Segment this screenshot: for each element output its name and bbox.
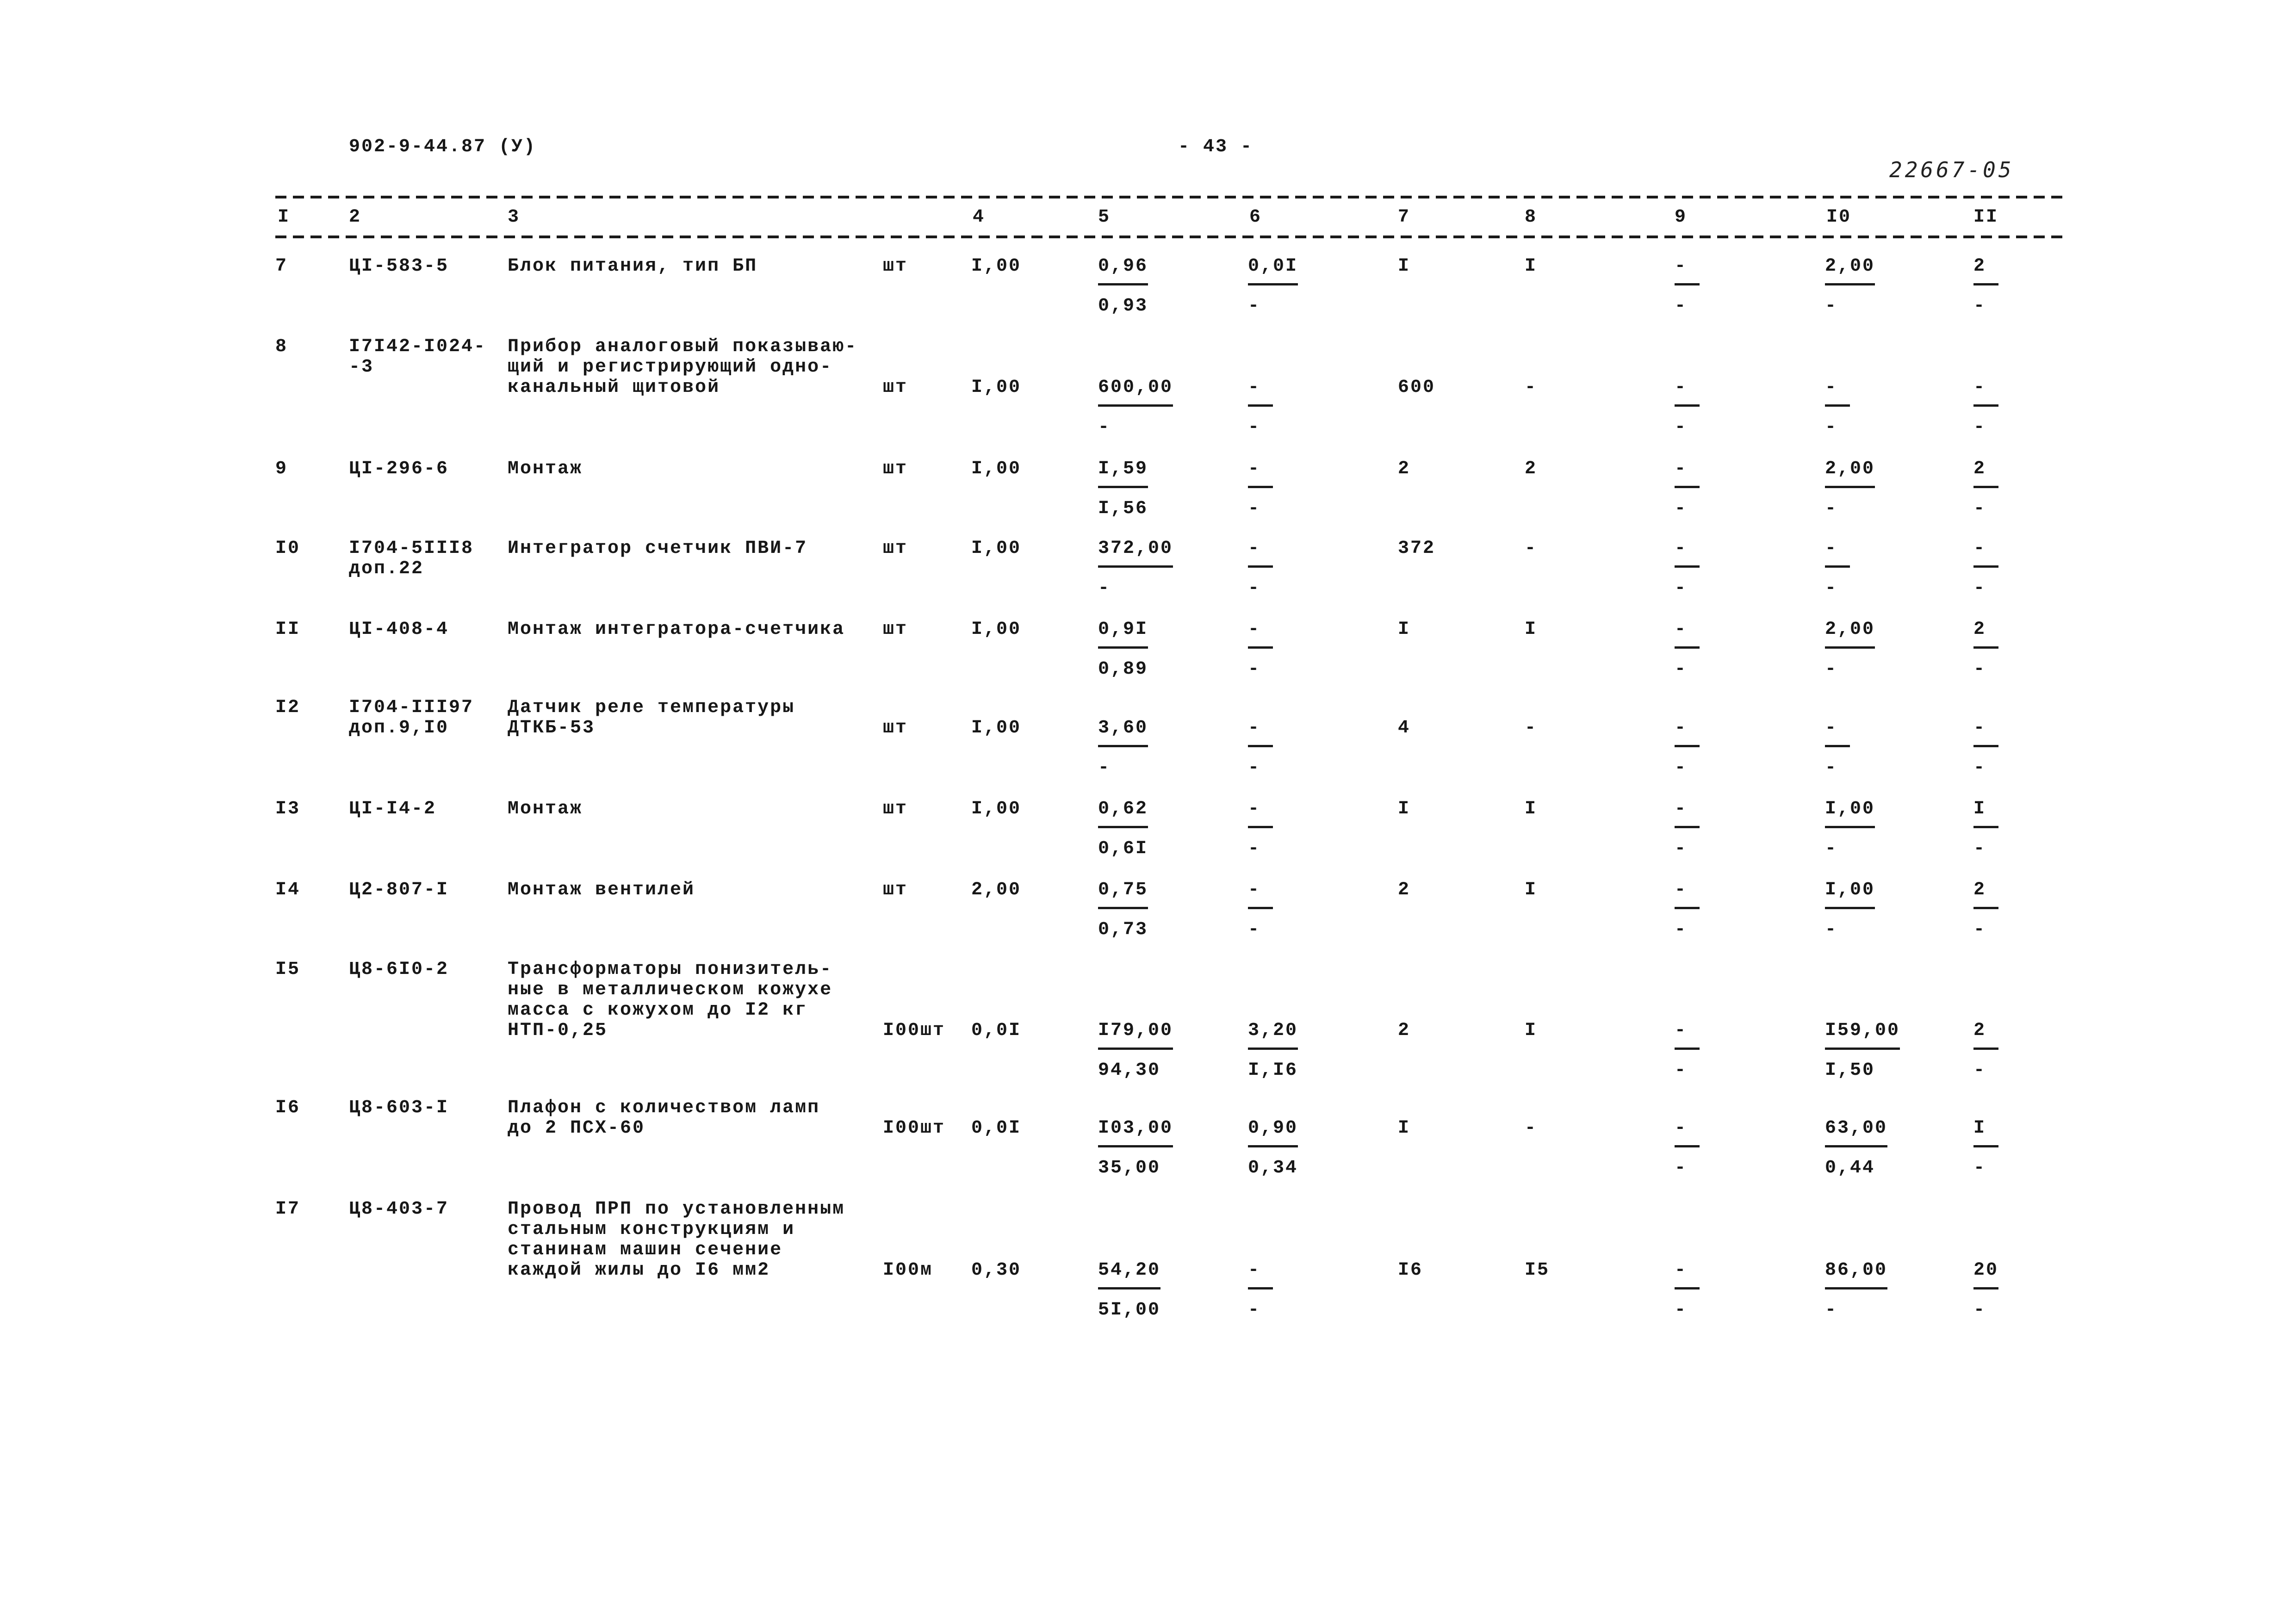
fraction-c9 (1675, 799, 1700, 859)
fraction-c9 (1675, 538, 1700, 599)
fraction-c11 (1973, 718, 1998, 778)
fraction-c9 (1675, 256, 1700, 316)
c5-bottom-value: - (1098, 578, 1111, 599)
fraction-c10 (1825, 880, 1875, 940)
fraction-c5 (1098, 256, 1148, 316)
fraction-c10 (1825, 619, 1875, 680)
price-code-line: доп.22 (349, 558, 424, 579)
c9-top-value: - (1675, 1260, 1700, 1289)
fraction-c10 (1825, 1118, 1888, 1178)
row-number: 8 (275, 336, 288, 357)
c10-top-value: I59,00 (1825, 1021, 1900, 1050)
c11-top-value: 2 (1973, 1021, 1998, 1050)
col7-value: I (1398, 256, 1411, 277)
column-header-8: 8 (1525, 207, 1538, 228)
c10-bottom-value: I,50 (1825, 1060, 1875, 1081)
c10-bottom-value: - (1825, 838, 1838, 859)
fraction-c10 (1825, 256, 1875, 316)
item-name-line: щий и регистрирующий одно- (508, 357, 833, 378)
quantity: I,00 (971, 799, 1022, 819)
c5-bottom-value: 35,00 (1098, 1158, 1161, 1178)
column-header-11: II (1973, 207, 1999, 228)
fraction-c11 (1973, 619, 1998, 680)
c9-top-value: - (1675, 1118, 1700, 1147)
fraction-c5 (1098, 718, 1148, 778)
c9-bottom-value: - (1675, 296, 1688, 316)
price-code-line: ЦI-I4-2 (349, 799, 437, 819)
quantity: I,00 (971, 718, 1022, 738)
fraction-c10 (1825, 718, 1850, 778)
fraction-c5 (1098, 459, 1148, 519)
fraction-c11 (1973, 538, 1998, 599)
c5-top-value: 3,60 (1098, 718, 1148, 747)
fraction-c6 (1248, 1020, 1298, 1081)
c6-bottom-value: - (1248, 659, 1261, 680)
c5-bottom-value: - (1098, 757, 1111, 778)
c6-bottom-value: - (1248, 838, 1261, 859)
c5-top-value: 54,20 (1098, 1260, 1160, 1289)
fraction-c6 (1248, 880, 1273, 940)
c6-top-value: - (1248, 459, 1273, 488)
fraction-c5 (1098, 619, 1148, 680)
fraction-c10 (1825, 799, 1875, 859)
fraction-c6 (1248, 799, 1273, 859)
unit: шт (883, 799, 908, 819)
c10-top-value: - (1825, 718, 1850, 747)
c10-bottom-value: - (1825, 659, 1838, 680)
quantity: I,00 (971, 377, 1022, 398)
fraction-c9 (1675, 880, 1700, 940)
c9-top-value: - (1675, 799, 1700, 828)
item-name-line: станинам машин сечение (508, 1240, 783, 1260)
c6-bottom-value: - (1248, 757, 1261, 778)
c11-bottom-value: - (1973, 498, 1986, 519)
c11-top-value: 2 (1973, 880, 1998, 909)
c11-top-value: 2 (1973, 459, 1998, 488)
col8-value: 2 (1525, 459, 1538, 479)
c6-top-value: - (1248, 880, 1273, 909)
fraction-c11 (1973, 377, 1998, 438)
c10-top-value: I,00 (1825, 799, 1875, 828)
col8-value: I (1525, 256, 1538, 277)
c10-top-value: 2,00 (1825, 620, 1875, 649)
c10-bottom-value: - (1825, 919, 1838, 940)
col7-value: 600 (1398, 377, 1436, 398)
c11-bottom-value: - (1973, 1300, 1986, 1320)
c10-bottom-value: - (1825, 757, 1838, 778)
col7-value: I (1398, 619, 1411, 640)
c11-bottom-value: - (1973, 757, 1986, 778)
c9-top-value: - (1675, 459, 1700, 488)
price-code-line: Ц2-807-I (349, 880, 449, 900)
c11-bottom-value: - (1973, 1158, 1986, 1178)
item-name-line: Трансформаторы понизитель- (508, 959, 833, 980)
unit: шт (883, 256, 908, 277)
item-name-line: Интегратор счетчик ПВИ-7 (508, 538, 808, 559)
fraction-c9 (1675, 1020, 1700, 1081)
c6-bottom-value: - (1248, 578, 1261, 599)
c11-bottom-value: - (1973, 659, 1986, 680)
price-code-line: ЦI-583-5 (349, 256, 449, 277)
c6-bottom-value: 0,34 (1248, 1158, 1298, 1178)
column-header-3: 3 (508, 207, 521, 228)
c5-bottom-value: 0,93 (1098, 296, 1148, 316)
item-name-line: Монтаж (508, 799, 583, 819)
c11-bottom-value: - (1973, 417, 1986, 438)
fraction-c6 (1248, 538, 1273, 599)
item-name-line: Датчик реле температуры (508, 697, 795, 718)
c9-top-value: - (1675, 880, 1700, 909)
c11-top-value: I (1973, 799, 1998, 828)
fraction-c10 (1825, 1260, 1888, 1320)
c5-top-value: I,59 (1098, 459, 1148, 488)
c9-bottom-value: - (1675, 578, 1688, 599)
c5-top-value: 600,00 (1098, 378, 1173, 407)
fraction-c11 (1973, 1260, 1999, 1320)
item-name-line: Монтаж (508, 459, 583, 479)
item-name-line: до 2 ПСХ-60 (508, 1118, 645, 1139)
c9-top-value: - (1675, 1021, 1700, 1050)
item-name-line: Плафон с количеством ламп (508, 1097, 820, 1118)
fraction-c11 (1973, 1118, 1998, 1178)
price-code-line: Ц8-603-I (349, 1097, 449, 1118)
column-header-7: 7 (1398, 207, 1411, 228)
fraction-c6 (1248, 718, 1273, 778)
c11-top-value: I (1973, 1118, 1998, 1147)
fraction-c9 (1675, 1260, 1700, 1320)
price-code-line: I704-III97 (349, 697, 474, 718)
handwritten-stamp-number: 22667-05 (1889, 157, 2014, 182)
c6-bottom-value: - (1248, 919, 1261, 940)
c9-bottom-value: - (1675, 417, 1688, 438)
fraction-c11 (1973, 880, 1998, 940)
col7-value: 2 (1398, 459, 1411, 479)
column-header-10: I0 (1826, 207, 1852, 228)
c10-bottom-value: - (1825, 417, 1838, 438)
c10-top-value: - (1825, 378, 1850, 407)
column-header-1: I (278, 207, 291, 228)
row-number: 9 (275, 459, 288, 479)
c10-bottom-value: - (1825, 1300, 1838, 1320)
fraction-c10 (1825, 1020, 1900, 1081)
c9-bottom-value: - (1675, 498, 1688, 519)
row-number: II (275, 619, 301, 640)
fraction-c11 (1973, 459, 1998, 519)
fraction-c5 (1098, 880, 1148, 940)
c9-top-value: - (1675, 620, 1700, 649)
c5-bottom-value: 0,6I (1098, 838, 1148, 859)
row-number: I0 (275, 538, 301, 559)
fraction-c5 (1098, 538, 1173, 599)
price-code-line: I704-5III8 (349, 538, 474, 559)
fraction-c9 (1675, 718, 1700, 778)
fraction-c5 (1098, 377, 1173, 438)
column-header-2: 2 (349, 207, 362, 228)
page-number: - 43 - (1178, 136, 1253, 157)
fraction-c9 (1675, 619, 1700, 680)
c9-bottom-value: - (1675, 1300, 1688, 1320)
column-header-5: 5 (1098, 207, 1111, 228)
c6-top-value: - (1248, 378, 1273, 407)
c6-bottom-value: I,I6 (1248, 1060, 1298, 1081)
fraction-c5 (1098, 1118, 1173, 1178)
c11-top-value: - (1973, 378, 1998, 407)
c6-bottom-value: - (1248, 1300, 1261, 1320)
c11-bottom-value: - (1973, 1060, 1986, 1081)
document-code: 902-9-44.87 (У) (349, 136, 537, 157)
c10-top-value: 2,00 (1825, 459, 1875, 488)
c11-top-value: 2 (1973, 620, 1998, 649)
unit: шт (883, 880, 908, 900)
price-code-line: Ц8-6I0-2 (349, 959, 449, 980)
c11-top-value: - (1973, 718, 1998, 747)
fraction-c11 (1973, 1020, 1998, 1081)
fraction-c5 (1098, 1020, 1173, 1081)
quantity: 0,0I (971, 1020, 1022, 1041)
c5-top-value: I03,00 (1098, 1118, 1173, 1147)
c11-top-value: 2 (1973, 256, 1998, 285)
fraction-c6 (1248, 1260, 1273, 1320)
unit: шт (883, 619, 908, 640)
item-name-line: Монтаж вентилей (508, 880, 695, 900)
item-name-line: Прибор аналоговый показываю- (508, 336, 858, 357)
c6-bottom-value: - (1248, 296, 1261, 316)
c11-top-value: 20 (1973, 1260, 1998, 1289)
col8-value: I (1525, 880, 1538, 900)
fraction-c11 (1973, 799, 1998, 859)
col7-value: I (1398, 1118, 1411, 1139)
c6-top-value: - (1248, 1260, 1273, 1289)
col8-value: - (1525, 538, 1538, 559)
c10-bottom-value: - (1825, 498, 1838, 519)
quantity: 2,00 (971, 880, 1022, 900)
price-code-line: ЦI-296-6 (349, 459, 449, 479)
price-code-line: -3 (349, 357, 374, 378)
col8-value: I (1525, 619, 1538, 640)
item-name-line: Монтаж интегратора-счетчика (508, 619, 845, 640)
column-header-6: 6 (1249, 207, 1262, 228)
item-name-line: Провод ПРП по установленным (508, 1199, 845, 1220)
fraction-c6 (1248, 459, 1273, 519)
c5-bottom-value: 0,73 (1098, 919, 1148, 940)
row-number: I7 (275, 1199, 301, 1220)
row-number: 7 (275, 256, 288, 277)
header-bottom-dashed-rule (275, 236, 2066, 238)
fraction-c6 (1248, 1118, 1298, 1178)
c5-top-value: 0,62 (1098, 799, 1148, 828)
col7-value: I (1398, 799, 1411, 819)
quantity: I,00 (971, 256, 1022, 277)
c6-bottom-value: - (1248, 498, 1261, 519)
col8-value: I (1525, 799, 1538, 819)
c9-bottom-value: - (1675, 838, 1688, 859)
col8-value: - (1525, 718, 1538, 738)
c6-top-value: - (1248, 539, 1273, 568)
c9-bottom-value: - (1675, 1158, 1688, 1178)
fraction-c6 (1248, 256, 1298, 316)
fraction-c9 (1675, 377, 1700, 438)
c5-bottom-value: - (1098, 417, 1111, 438)
fraction-c11 (1973, 256, 1998, 316)
fraction-c10 (1825, 377, 1850, 438)
c6-bottom-value: - (1248, 417, 1261, 438)
c10-bottom-value: - (1825, 578, 1838, 599)
col7-value: 4 (1398, 718, 1411, 738)
row-number: I2 (275, 697, 301, 718)
row-number: I4 (275, 880, 301, 900)
col8-value: - (1525, 377, 1538, 398)
quantity: I,00 (971, 459, 1022, 479)
c5-bottom-value: 94,30 (1098, 1060, 1161, 1081)
c9-top-value: - (1675, 718, 1700, 747)
row-number: I6 (275, 1097, 301, 1118)
quantity: 0,30 (971, 1260, 1022, 1281)
item-name-line: стальным конструкциям и (508, 1219, 795, 1240)
c9-top-value: - (1675, 378, 1700, 407)
c5-top-value: 0,75 (1098, 880, 1148, 909)
column-header-9: 9 (1675, 207, 1688, 228)
fraction-c5 (1098, 799, 1148, 859)
col7-value: I6 (1398, 1260, 1423, 1281)
c10-top-value: 2,00 (1825, 256, 1875, 285)
c6-top-value: - (1248, 718, 1273, 747)
item-name-line: каждой жилы до I6 мм2 (508, 1260, 770, 1281)
c11-bottom-value: - (1973, 919, 1986, 940)
c9-bottom-value: - (1675, 659, 1688, 680)
fraction-c9 (1675, 1118, 1700, 1178)
item-name-line: канальный щитовой (508, 377, 720, 398)
c6-top-value: 0,0I (1248, 256, 1298, 285)
col7-value: 372 (1398, 538, 1436, 559)
fraction-c10 (1825, 538, 1850, 599)
column-header-4: 4 (973, 207, 986, 228)
price-code-line: Ц8-403-7 (349, 1199, 449, 1220)
col8-value: I5 (1525, 1260, 1550, 1281)
c6-top-value: - (1248, 799, 1273, 828)
header-top-dashed-rule (275, 196, 2066, 198)
col7-value: 2 (1398, 880, 1411, 900)
row-number: I5 (275, 959, 301, 980)
col7-value: 2 (1398, 1020, 1411, 1041)
c6-top-value: - (1248, 620, 1273, 649)
fraction-c5 (1098, 1260, 1161, 1320)
unit: шт (883, 538, 908, 559)
fraction-c6 (1248, 619, 1273, 680)
price-code-line: доп.9,I0 (349, 718, 449, 738)
quantity: 0,0I (971, 1118, 1022, 1139)
c10-top-value: 63,00 (1825, 1118, 1887, 1147)
item-name-line: Блок питания, тип БП (508, 256, 758, 277)
c5-top-value: I79,00 (1098, 1021, 1173, 1050)
c11-bottom-value: - (1973, 296, 1986, 316)
unit: шт (883, 377, 908, 398)
unit: I00шт (883, 1020, 946, 1041)
item-name-line: ДТКБ-53 (508, 718, 596, 738)
unit: I00м (883, 1260, 933, 1281)
unit: I00шт (883, 1118, 946, 1139)
unit: шт (883, 459, 908, 479)
row-number: I3 (275, 799, 301, 819)
c9-bottom-value: - (1675, 1060, 1688, 1081)
c10-top-value: - (1825, 539, 1850, 568)
c11-bottom-value: - (1973, 578, 1986, 599)
c10-bottom-value: 0,44 (1825, 1158, 1875, 1178)
unit: шт (883, 718, 908, 738)
quantity: I,00 (971, 538, 1022, 559)
c5-top-value: 372,00 (1098, 539, 1173, 568)
item-name-line: масса с кожухом до I2 кг (508, 1000, 808, 1021)
c5-top-value: 0,9I (1098, 620, 1148, 649)
c5-bottom-value: I,56 (1098, 498, 1148, 519)
c9-bottom-value: - (1675, 919, 1688, 940)
quantity: I,00 (971, 619, 1022, 640)
col8-value: - (1525, 1118, 1538, 1139)
c9-top-value: - (1675, 539, 1700, 568)
col8-value: I (1525, 1020, 1538, 1041)
item-name-line: НТП-0,25 (508, 1020, 608, 1041)
c10-bottom-value: - (1825, 296, 1838, 316)
c10-top-value: I,00 (1825, 880, 1875, 909)
c11-bottom-value: - (1973, 838, 1986, 859)
fraction-c6 (1248, 377, 1273, 438)
item-name-line: ные в металлическом кожухе (508, 979, 833, 1000)
c10-top-value: 86,00 (1825, 1260, 1887, 1289)
c6-top-value: 3,20 (1248, 1021, 1298, 1050)
c5-bottom-value: 5I,00 (1098, 1300, 1161, 1320)
c11-top-value: - (1973, 539, 1998, 568)
price-code-line: I7I42-I024- (349, 336, 487, 357)
price-code-line: ЦI-408-4 (349, 619, 449, 640)
c5-bottom-value: 0,89 (1098, 659, 1148, 680)
fraction-c10 (1825, 459, 1875, 519)
c6-top-value: 0,90 (1248, 1118, 1298, 1147)
c5-top-value: 0,96 (1098, 256, 1148, 285)
fraction-c9 (1675, 459, 1700, 519)
c9-top-value: - (1675, 256, 1700, 285)
c9-bottom-value: - (1675, 757, 1688, 778)
